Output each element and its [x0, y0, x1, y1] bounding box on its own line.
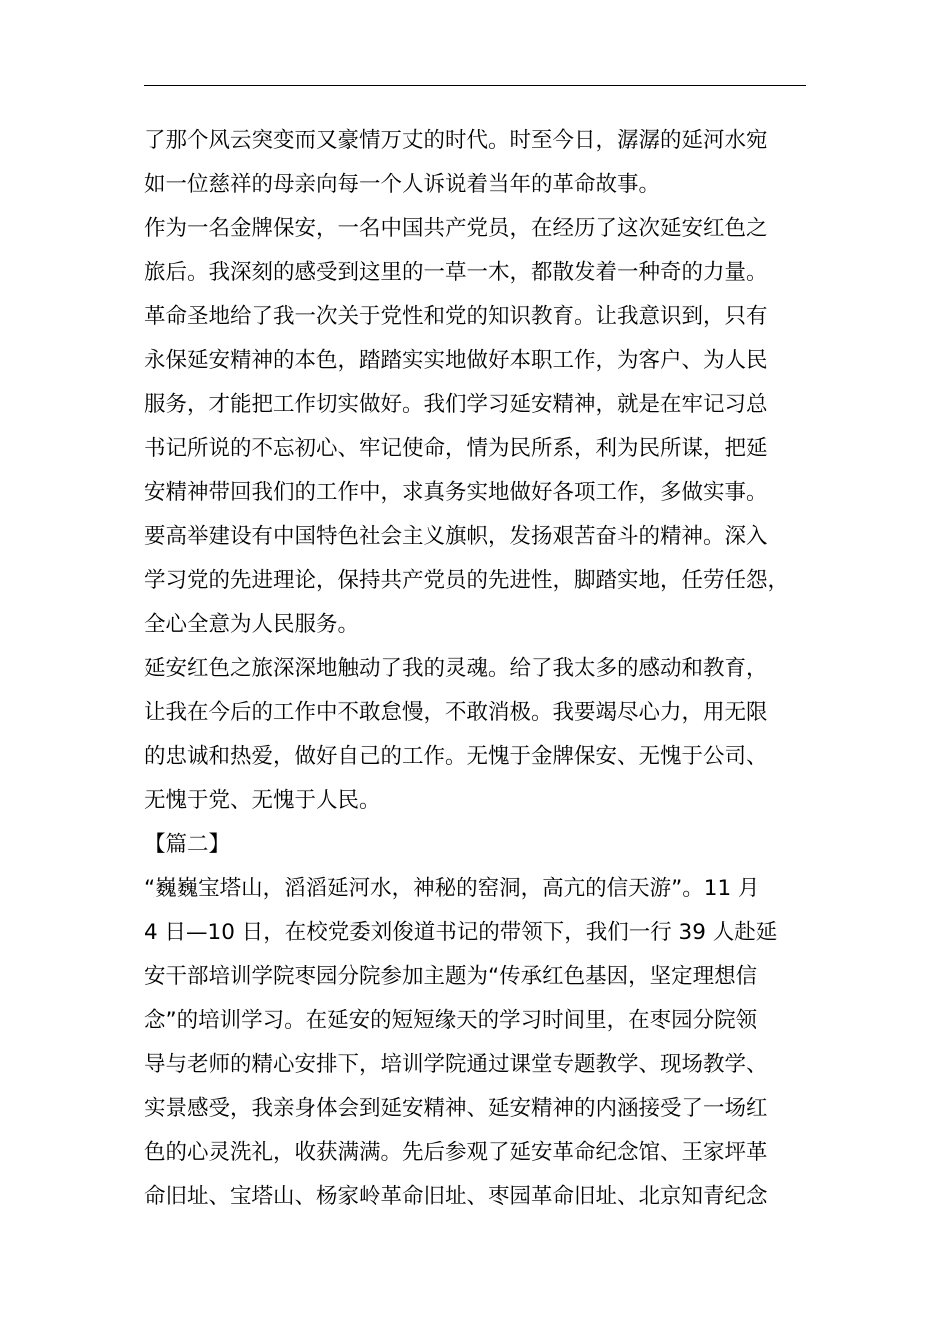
header-rule	[144, 85, 806, 86]
text-line: 了那个风云突变而又豪情万丈的时代。时至今日，潺潺的延河水宛	[144, 128, 768, 153]
text-line: 【篇二】	[144, 832, 231, 857]
text-line: 要高举建设有中国特色社会主义旗帜，发扬艰苦奋斗的精神。深入	[144, 524, 768, 549]
text-line: 永保延安精神的本色，踏踏实实地做好本职工作，为客户、为人民	[144, 348, 768, 373]
text-line: 旅后。我深刻的感受到这里的一草一木，都散发着一种奇的力量。	[144, 260, 768, 285]
text-line: 念”的培训学习。在延安的短短缘天的学习时间里，在枣园分院领	[144, 1008, 758, 1033]
text-line: 作为一名金牌保安，一名中国共产党员，在经历了这次延安红色之	[144, 216, 768, 241]
text-line: 服务，才能把工作切实做好。我们学习延安精神，就是在牢记习总	[144, 392, 768, 417]
text-line: “巍巍宝塔山，滔滔延河水，神秘的窑洞，高亢的信天游”。11 月	[144, 876, 760, 901]
text-line: 学习党的先进理论，保持共产党员的先进性，脚踏实地，任劳任怨，	[144, 568, 790, 593]
text-line: 安精神带回我们的工作中，求真务实地做好各项工作，多做实事。	[144, 480, 768, 505]
text-line: 安干部培训学院枣园分院参加主题为“传承红色基因，坚定理想信	[144, 964, 758, 989]
text-line: 实景感受，我亲身体会到延安精神、延安精神的内涵接受了一场红	[144, 1096, 768, 1121]
text-line: 色的心灵洗礼，收获满满。先后参观了延安革命纪念馆、王家坪革	[144, 1140, 768, 1165]
text-line: 无愧于党、无愧于人民。	[144, 788, 381, 813]
text-line: 4 日—10 日，在校党委刘俊道书记的带领下，我们一行 39 人赴延	[144, 920, 778, 945]
document-body	[144, 119, 816, 1219]
text-line: 如一位慈祥的母亲向每一个人诉说着当年的革命故事。	[144, 172, 661, 197]
text-line: 全心全意为人民服务。	[144, 612, 360, 637]
text-line: 延安红色之旅深深地触动了我的灵魂。给了我太多的感动和教育，	[144, 656, 768, 681]
text-line: 革命圣地给了我一次关于党性和党的知识教育。让我意识到，只有	[144, 304, 768, 329]
text-line: 导与老师的精心安排下，培训学院通过课堂专题教学、现场教学、	[144, 1052, 768, 1077]
text-line: 命旧址、宝塔山、杨家岭革命旧址、枣园革命旧址、北京知青纪念	[144, 1184, 768, 1209]
text-line: 书记所说的不忘初心、牢记使命，情为民所系，利为民所谋，把延	[144, 436, 768, 461]
text-line: 让我在今后的工作中不敢怠慢，不敢消极。我要竭尽心力，用无限	[144, 700, 768, 725]
text-line: 的忠诚和热爱，做好自己的工作。无愧于金牌保安、无愧于公司、	[144, 744, 768, 769]
